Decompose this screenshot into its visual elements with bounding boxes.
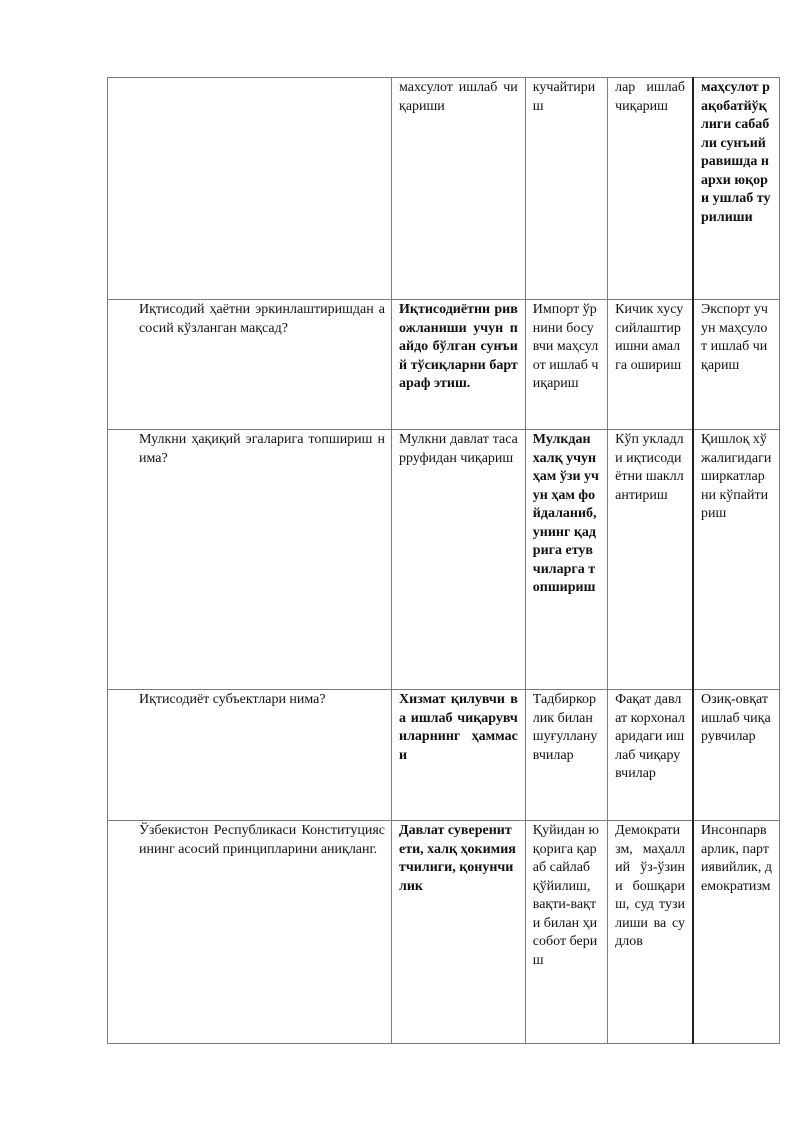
option-a-cell: Давлат суверенитети, халқ ҳокимиятчилиги, қонунчилик [392, 821, 526, 1044]
option-c-cell: Кўп укладли иқтисодиётни шакллантириш [608, 430, 693, 690]
table-row [108, 78, 780, 300]
option-d-cell: маҳсулот рақобатйўқлиги сабабли сунъий равишда нархи юқори ушлаб турилиши [693, 78, 779, 300]
option-a-cell: Мулкни давлат тасарруфидан чиқариш [392, 430, 526, 690]
option-b-cell: кучайтириш [525, 78, 607, 300]
question-cell: Иқтисодиёт субъектлари нима? [108, 690, 392, 821]
option-b-cell: Тадбиркорлик билан шуғулланувчилар [525, 690, 607, 821]
option-a-cell: махсулот ишлаб чиқариши [392, 78, 526, 300]
option-d-cell: Инсонпарварлик, партиявийлик, демократизм [693, 821, 779, 1044]
option-a-cell: Хизмат қилувчи ва ишлаб чиқарувчиларнинг ҳаммаси [392, 690, 526, 821]
question-cell: Мулкни ҳақиқий эгаларига топшириш нима? [108, 430, 392, 690]
question-cell: Ўзбекистон Республикаси Конституциясининг асосий принципларини аниқланг. [108, 821, 392, 1044]
question-cell [108, 78, 392, 300]
option-c-cell: Демократизм, маҳаллий ўз-ўзини бошқариш, суд тузилиши ва судлов [608, 821, 693, 1044]
table-row [108, 821, 780, 1044]
option-b-cell: Импорт ўрнини босувчи маҳсулот ишлаб чиқариш [525, 300, 607, 430]
option-d-cell: Озиқ-овқат ишлаб чиқарувчилар [693, 690, 779, 821]
option-b-cell: Мулкдан халқ учун ҳам ўзи учун ҳам фойдаланиб, унинг қадрига етувчиларга топшириш [525, 430, 607, 690]
question-cell: Иқтисодий ҳаётни эркинлаштиришдан асосий кўзланган мақсад? [108, 300, 392, 430]
option-d-cell: Экспорт учун маҳсулот ишлаб чиқариш [693, 300, 779, 430]
option-d-cell: Қишлоқ хўжалигидаги ширкатларни кўпайтириш [693, 430, 779, 690]
option-c-cell: лар ишлаб чиқариш [608, 78, 693, 300]
option-b-cell: Қуйидан юқорига қараб сайлаб қўйилиш, вақти-вақти билан ҳисобот бериш [525, 821, 607, 1044]
table-row [108, 430, 780, 690]
table-row [108, 300, 780, 430]
option-a-cell: Иқтисодиётни ривожланиши учун пайдо бўлган сунъий тўсиқларни бартараф этиш. [392, 300, 526, 430]
option-c-cell: Кичик хусусийлаштиришни амалга ошириш [608, 300, 693, 430]
table-row [108, 690, 780, 821]
option-c-cell: Фақат давлат корхоналаридаги ишлаб чиқарувчилар [608, 690, 693, 821]
quiz-table [107, 77, 780, 1044]
